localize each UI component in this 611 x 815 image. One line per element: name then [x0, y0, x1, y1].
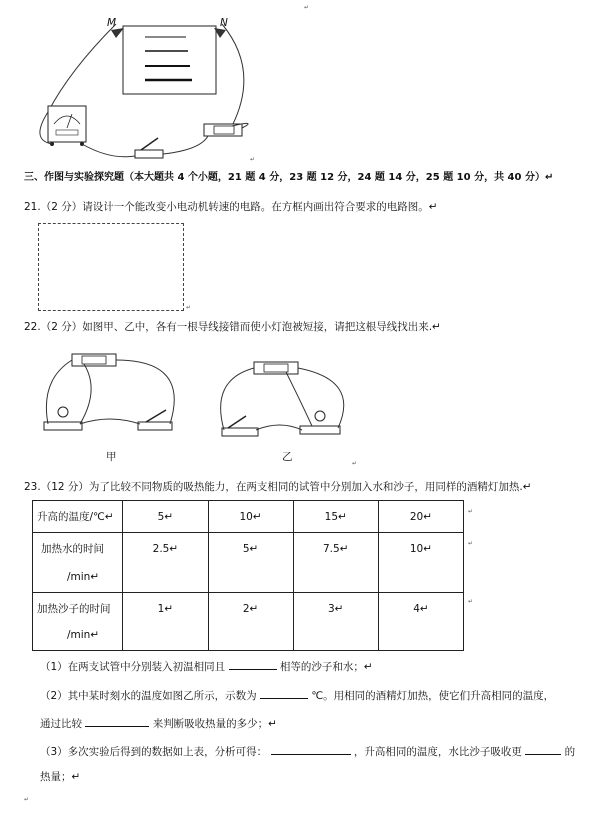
- row-header-unit: /min↵: [67, 570, 100, 583]
- question-23: 23.（12 分）为了比较不同物质的吸热能力，在两支相同的试管中分别加入水和沙子，用同样的酒精灯加热.↵: [24, 481, 532, 493]
- answer-blank[interactable]: [260, 687, 308, 699]
- circuits-drawing: [0, 340, 611, 480]
- answer-blank[interactable]: [271, 743, 351, 755]
- row-header: [33, 593, 123, 651]
- table-cell: 3↵: [293, 593, 378, 651]
- circuit-drawing: [0, 0, 611, 170]
- table-row: [33, 533, 464, 593]
- sub-question-text: 的: [564, 746, 576, 758]
- answer-blank[interactable]: [229, 658, 277, 670]
- sub-question-text: （1）在两支试管中分别装入初温相同且: [40, 661, 226, 673]
- section-title: 三、作图与实验探究题（本大题共 4 个小题，21 题 4 分，23 题 12 分，24 题 14 分，25 题 10 分，共 40 分）↵: [24, 172, 554, 183]
- sub-question-text: 来判断吸收热量的多少；↵: [152, 718, 277, 730]
- paragraph-mark: ↵: [468, 508, 474, 515]
- table-cell: 1↵: [123, 593, 208, 651]
- table-cell: 5↵: [208, 533, 293, 593]
- row-header-line: 加热沙子的时间: [37, 602, 111, 615]
- sub-question-text: （3）多次实验后得到的数据如上表，分析可得：: [40, 746, 268, 758]
- label-yi: 乙: [282, 451, 293, 463]
- sub-question-text: ℃。用相同的酒精灯加热，使它们升高相同的温度，: [311, 690, 555, 702]
- sub-question-1: [40, 658, 373, 674]
- table-cell: 2↵: [208, 593, 293, 651]
- sub-question-text: 通过比较: [40, 718, 82, 730]
- paragraph-mark: ↵: [250, 156, 256, 163]
- table-cell: 4↵: [378, 593, 463, 651]
- question-21: 21.（2 分）请设计一个能改变小电动机转速的电路。在方框内画出符合要求的电路图。↵: [24, 201, 438, 213]
- sub-question-text: （2）其中某时刻水的温度如图乙所示，示数为: [40, 690, 257, 702]
- sub-question-3-cont: [40, 770, 80, 784]
- label-n: N: [220, 17, 228, 29]
- paragraph-mark: ↵: [304, 4, 310, 11]
- paragraph-mark: ↵: [468, 540, 474, 547]
- table-cell: 15↵: [293, 501, 378, 533]
- paragraph-mark: ↵: [468, 598, 474, 605]
- row-header-unit: /min↵: [67, 628, 100, 641]
- label-jia: 甲: [106, 451, 117, 463]
- drawing-box[interactable]: [38, 223, 184, 311]
- answer-blank[interactable]: [525, 743, 561, 755]
- row-header: 升高的温度/℃↵: [33, 501, 123, 533]
- table-row: [33, 501, 464, 533]
- table-cell: 10↵: [378, 533, 463, 593]
- paragraph-mark: ↵: [186, 304, 192, 311]
- sub-question-3: [40, 743, 575, 759]
- data-table: [32, 500, 464, 651]
- row-header-line: 加热水的时间: [41, 542, 104, 555]
- sub-question-text: ，升高相同的温度，水比沙子吸收更: [353, 746, 522, 758]
- row-header: [33, 533, 123, 593]
- table-row: [33, 593, 464, 651]
- table-cell: 5↵: [123, 501, 208, 533]
- table-cell: 10↵: [208, 501, 293, 533]
- answer-blank[interactable]: [85, 715, 149, 727]
- sub-question-2-cont: [40, 715, 277, 731]
- sub-question-text: 热量；↵: [40, 771, 81, 783]
- paragraph-mark: ↵: [352, 460, 358, 467]
- sub-question-text: 相等的沙子和水；↵: [279, 661, 373, 673]
- paragraph-mark: ↵: [24, 796, 30, 803]
- label-m: M: [107, 17, 117, 29]
- table-cell: 20↵: [378, 501, 463, 533]
- question-22: 22.（2 分）如图甲、乙中，各有一根导线接错而使小灯泡被短接，请把这根导线找出来.↵: [24, 321, 441, 333]
- sub-question-2: [40, 687, 554, 703]
- table-cell: 7.5↵: [293, 533, 378, 593]
- table-cell: 2.5↵: [123, 533, 208, 593]
